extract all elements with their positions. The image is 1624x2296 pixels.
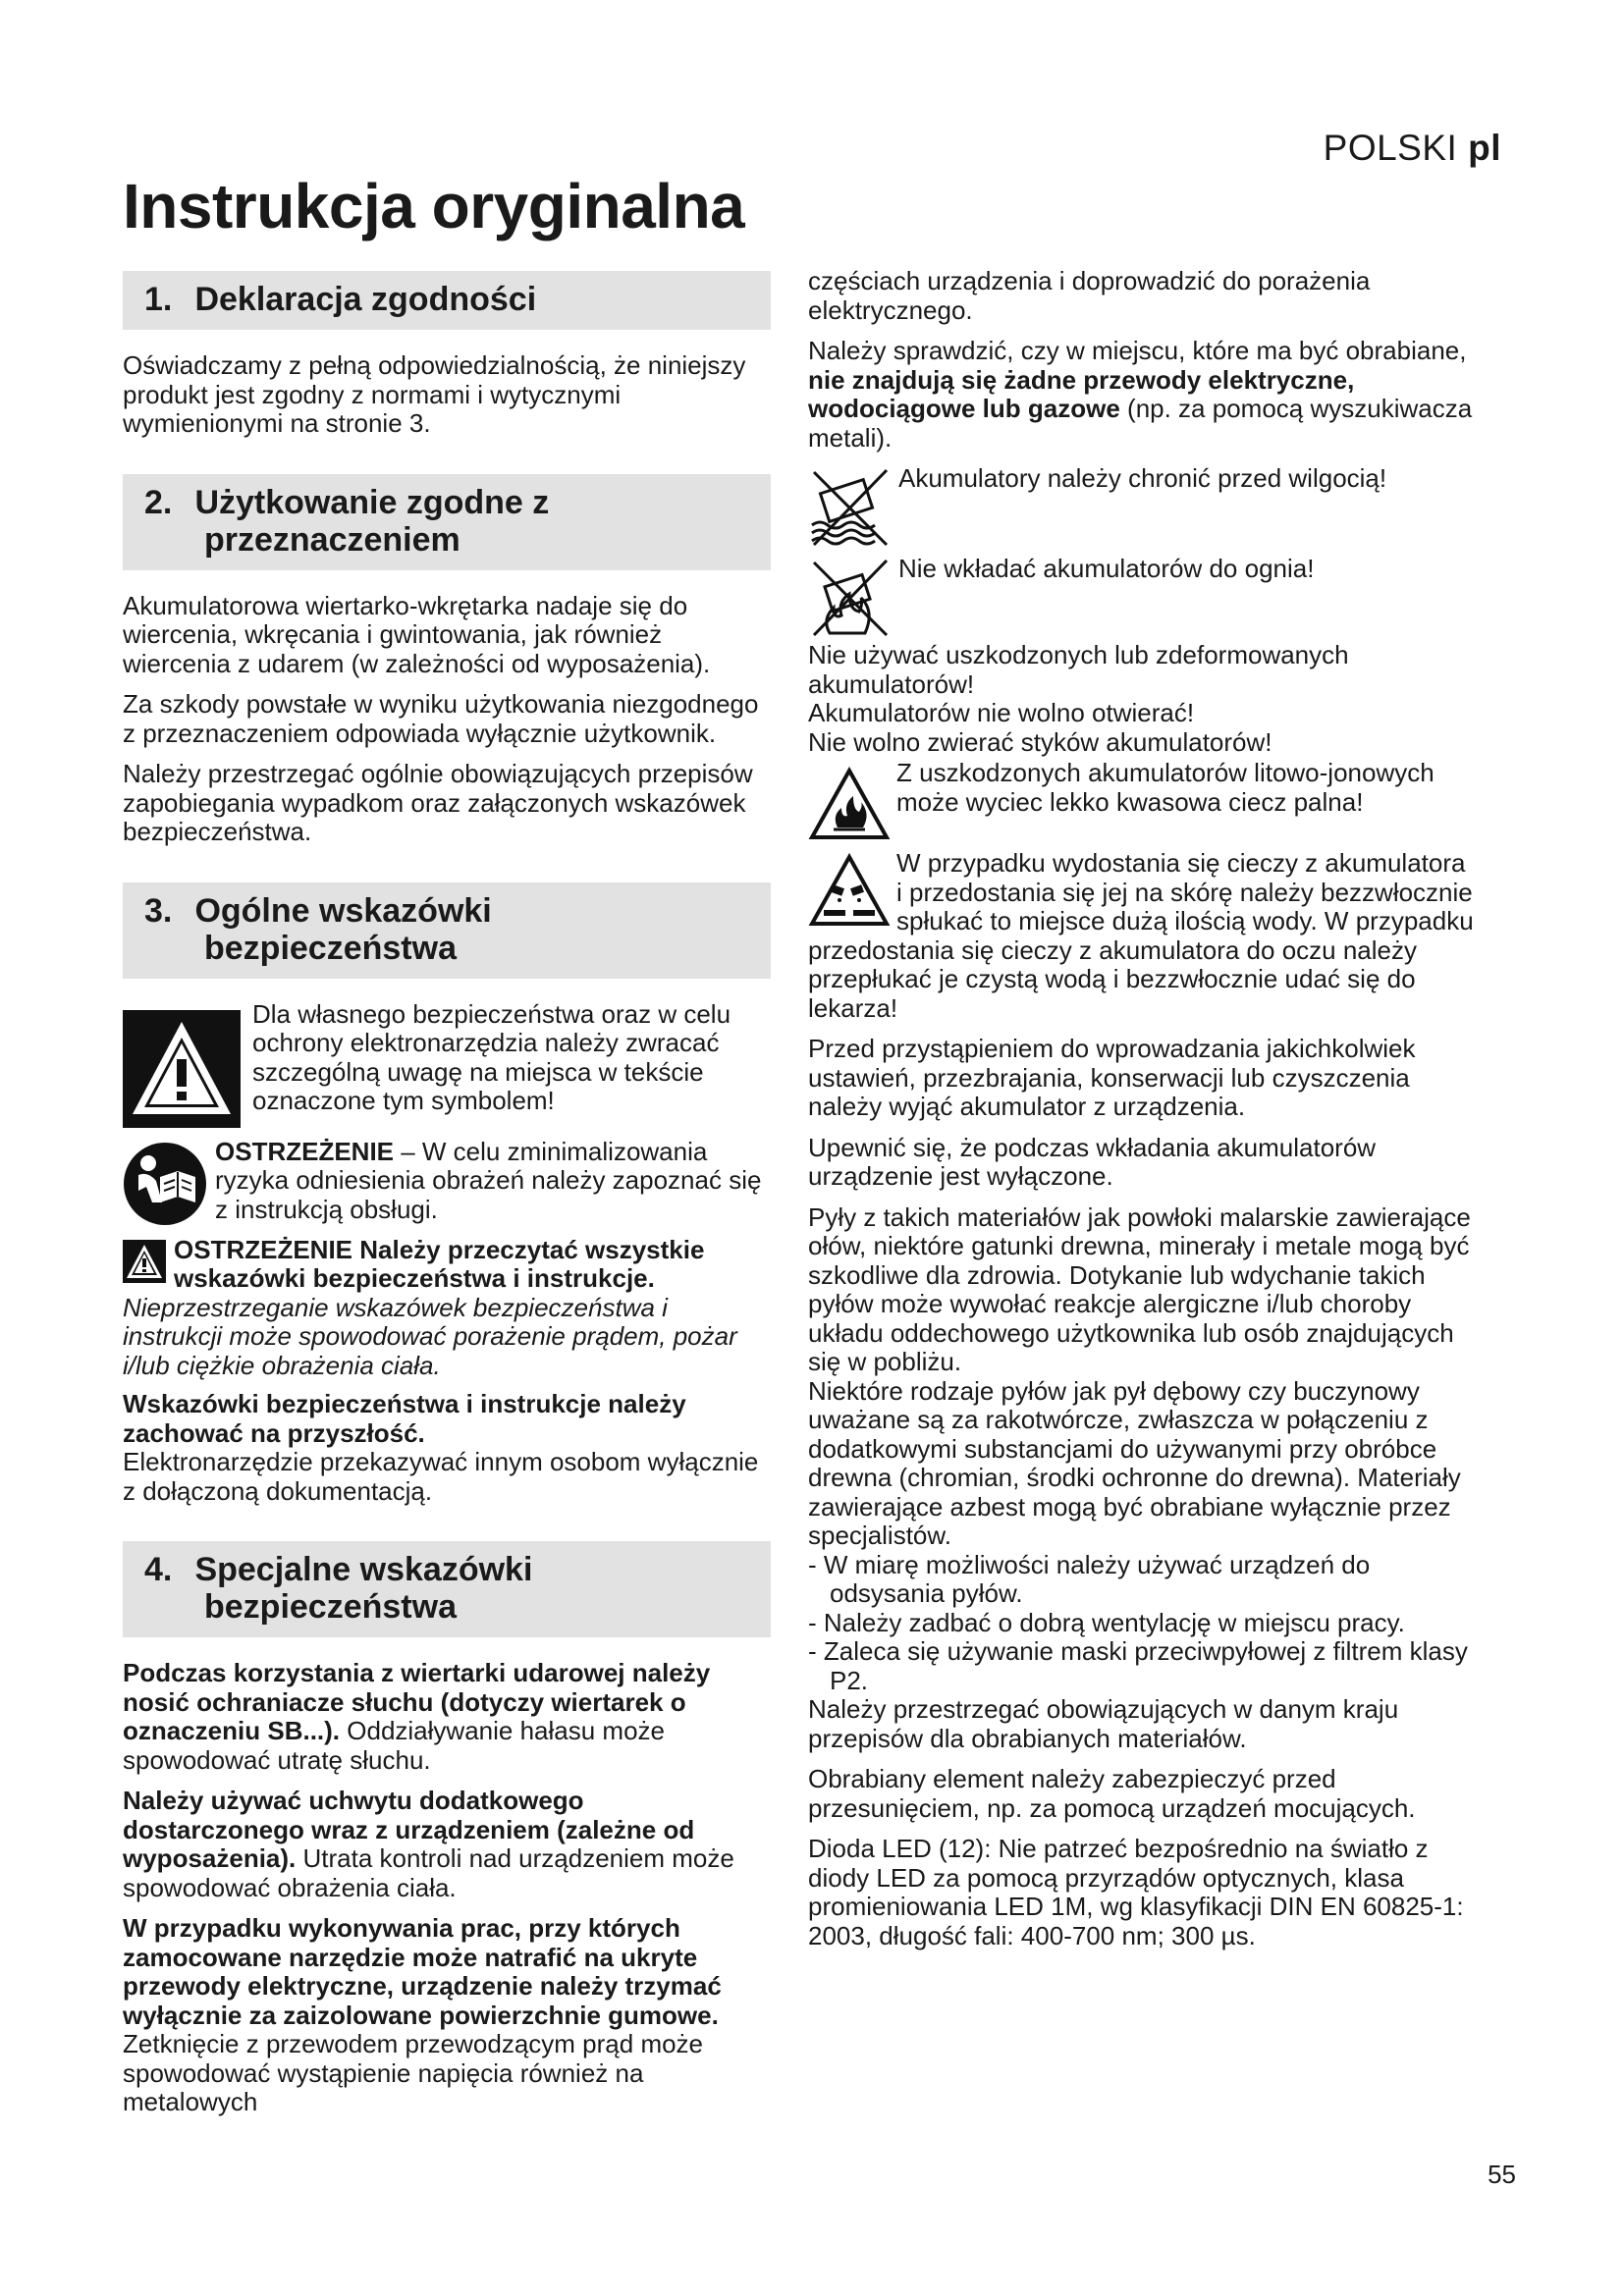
warning-symbol-block [123,1000,771,1128]
section-4-title-line2: bezpieczeństwa [204,1588,457,1626]
left-column [123,271,771,2129]
dust-text-1: Pyły z takich materiałów jak powłoki malarskie zawierające ołów, niektóre gatunki drewna, minerały i metale mogą być szkodliwe dla zdrowia. Dotykanie lub wdychanie takich pyłów może wywołać reakcje alergiczne i/lub choroby układu oddechowego użytkownika lub osób znajdujących się w pobliżu. [808,1201,1471,1376]
section-2-text-3: Należy przestrzegać ogólnie obowiązujących przepisów zapobiegania wypadkom oraz załączonych wskazówek bezpieczeństwa. [123,759,753,846]
corrosive-icon [808,853,891,928]
warning-read-manual-text [215,1138,771,1225]
check-area-text-1: Należy sprawdzić, czy w miejscu, które ma być obrabiane, [808,336,1467,365]
read-manual-icon [123,1142,207,1226]
section-4-text-3 [123,1914,771,2117]
small-warning-triangle-icon [123,1240,166,1283]
corrosive-warning [808,849,1474,1023]
section-1-number: 1. [144,281,173,318]
flammable-icon [808,767,891,841]
page-number: 55 [1488,2160,1516,2189]
language-label [1324,128,1501,169]
bullet-item: - W miarę możliwości należy używać urządzeń do odsysania pyłów. [808,1549,1371,1608]
section-2-text-2: Za szkody powstałe w wyniku użytkowania niezgodnego z przeznaczeniem odpowiada wyłącznie użytkownik. [123,689,759,748]
damaged-battery-text-2: Akumulatorów nie wolno otwierać! [808,698,1195,727]
switched-off-text: Upewnić się, że podczas wkładania akumulatorów urządzenie jest wyłączone. [808,1132,1377,1191]
section-2-number: 2. [144,483,173,521]
no-fire-icon [808,555,893,639]
read-instructions-block [123,1236,771,1381]
remove-battery-text: Przed przystąpieniem do wprowadzania jakichkolwiek ustawień, przezbrajania, konserwacji lub czyszczenia należy wyjąć akumulator z urządzenia. [808,1034,1416,1121]
section-1-text: Oświadczamy z pełną odpowiedzialnością, że niniejszy produkt jest zgodny z normami i wytycznymi wymienionymi na stronie 3. [123,350,746,438]
section-1-heading [123,271,771,330]
read-instructions-consequence: Nieprzestrzeganie wskazówek bezpieczeństwa i instrukcji może spowodować porażenie prądem, pożar i/lub ciężkie obrażenia ciała. [123,1292,737,1380]
section-4-text-1 [123,1659,771,1775]
no-moisture-icon [808,464,893,549]
keep-instructions-text: Elektronarzędzie przekazywać innym osobom wyłącznie z dołączoną dokumentacją. [123,1447,759,1506]
damaged-battery-text-1: Nie używać uszkodzonych lub zdeformowanych akumulatorów! [808,640,1349,699]
corrosive-text: W przypadku wydostania się cieczy z akumulatora i przedostania się jej na skórę należy bezzwłocznie spłukać to miejsce dużą ilością wody. W przypadku przedostania się cieczy z akumulatora do oczu należy przepłukać je czystą wodą i bezzwłocznie udać się do lekarza! [808,848,1474,1023]
hearing-protection-warning: Podczas korzystania z wiertarki udarowej należy nosić ochraniacze słuchu (dotyczy wiertarek o oznaczeniu SB...). [123,1658,711,1745]
section-2-text-1: Akumulatorowa wiertarko-wkrętarka nadaje się do wiercenia, wkręcania i gwintowania, jak również wiercenia z udarem (w zależności od wyposażenia). [123,590,711,678]
section-4-title: Specjalne wskazówki [194,1551,533,1588]
check-area-text-2: (np. za pomocą wyszukiwacza metali). [808,394,1473,453]
hidden-wires-text: Zetknięcie z przewodem przewodzącym prąd może spowodować wystąpienie napięcia również na metalowych [123,2029,704,2116]
flammable-leak-text: Z uszkodzonych akumulatorów litowo-jonowych może wyciec lekko kwasowa ciecz palna! [896,758,1435,817]
fire-warning [808,555,1474,639]
section-2-heading [123,474,771,570]
language-code: pl [1468,128,1501,168]
hidden-wires-warning: W przypadku wykonywania prac, przy których zamocowane narzędzie może natrafić na ukryte przewody elektryczne, urządzenie należy trzymać wyłącznie za zaizolowane powierzchnie gumowe. [123,1913,722,2030]
keep-instructions-heading: Wskazówki bezpieczeństwa i instrukcje należy zachować na przyszłość. [123,1389,686,1448]
section-4-text-2 [123,1787,771,1902]
fire-text: Nie wkładać akumulatorów do ognia! [898,554,1315,583]
language-name: POLSKI [1323,128,1458,168]
section-2-title: Użytkowanie zgodne z [194,483,550,521]
page-title: Instrukcja oryginalna [123,171,745,241]
section-3-title: Ogólne wskazówki [194,891,492,930]
bullet-item: - Należy zadbać o dobrą wentylację w miejscu pracy. [808,1607,1405,1637]
auxiliary-handle-warning: Należy używać uchwytu dodatkowego dostarczonego wraz z urządzeniem (zależne od wyposażenia). [123,1786,695,1873]
dust-text-2: Niektóre rodzaje pyłów jak pył dębowy czy buczynowy uważane są za rakotwórcze, zwłaszcza w połączeniu z dodatkowymi substancjami do używanymi przy obróbce drewna (chromian, środki ochronne do drewna). Materiały zawierające azbest mogą być obrabiane wyłącznie przez specjalistów. [808,1375,1461,1550]
read-instructions-warning: OSTRZEŻENIE Należy przeczytać wszystkie wskazówki bezpieczeństwa i instrukcje. [174,1234,705,1293]
section-3-number: 3. [144,891,173,930]
section-4-heading [123,1541,771,1637]
read-manual-block [123,1138,771,1226]
warning-read-manual-body: – W celu zminimalizowania ryzyka odniesienia obrażeń należy zapoznać się z instrukcją obsługi. [215,1136,762,1224]
check-area-text [808,337,1474,453]
warning-symbol-text: Dla własnego bezpieczeństwa oraz w celu ochrony elektronarzędzia należy zwracać szczególną uwagę na miejsca w tekście oznaczone tym symbolem! [252,998,731,1115]
damaged-battery-text-3: Nie wolno zwierać styków akumulatorów! [808,726,1272,757]
bullet-item: - Zaleca się używanie maski przeciwpyłowej z filtrem klasy P2. [808,1636,1468,1695]
auxiliary-handle-text: Utrata kontroli nad urządzeniem może spowodować obrażenia ciała. [123,1843,734,1902]
warning-triangle-icon [123,1010,241,1128]
section-2-title-line2: przeznaczeniem [204,520,460,559]
continued-text: częściach urządzenia i doprowadzić do porażenia elektrycznego. [808,266,1371,325]
led-warning-text: Dioda LED (12): Nie patrzeć bezpośrednio na światło z diody LED za pomocą przyrządów optycznych, klasa promieniowania LED 1M, wg klasyfikacji DIN EN 60825-1: 2003, długość fali: 400-700 nm; 300 µs. [808,1834,1464,1950]
warning-label: OSTRZEŻENIE [215,1136,395,1166]
moisture-text: Akumulatory należy chronić przed wilgocią! [898,463,1387,493]
moisture-warning [808,464,1474,549]
section-3-title-line2: bezpieczeństwa [204,929,457,967]
flammable-leak-warning [808,759,1474,841]
hearing-protection-text: Oddziaływanie hałasu może spowodować utratę słuchu. [123,1716,665,1775]
regulations-text: Należy przestrzegać obowiązujących w danym kraju przepisów dla obrabianych materiałów. [808,1694,1399,1753]
section-4-number: 4. [144,1551,173,1588]
section-1-title: Deklaracja zgodności [194,281,537,318]
secure-workpiece-text: Obrabiany element należy zabezpieczyć przed przesunięciem, np. za pomocą urządzeń mocujących. [808,1764,1416,1823]
right-column [808,267,1474,1962]
section-3-heading [123,882,771,979]
check-area-bold: nie znajdują się żadne przewody elektryczne, wodociągowe lub gazowe [808,364,1355,423]
